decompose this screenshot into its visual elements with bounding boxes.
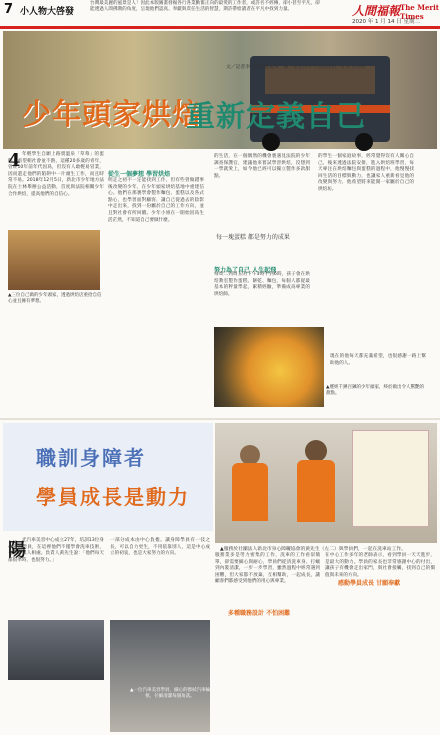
story-divider	[0, 418, 440, 420]
story2-column-1: 光汽車美容中心成立27年，培訓13位身心障礙學員，在這裡他們不僅學會洗車技術，也學會與人相處。負責人黃先生說：「他們每天都很準時，也很努力。」	[8, 538, 104, 563]
story1-byline: 文／記者李昆明專題報導 圖／新北市少年法院提供．記者李昆明	[226, 65, 366, 70]
truck-wheel	[262, 133, 280, 151]
story1-column-2: 明走之初不一定能找到工作，但有些曾做錯事後改變的少年，在少年頭家烘焙基地中重建信心。他們在那裏學會製作麵包、蛋糕以及各式點心，也學習面對顧客，讓自己從過去的陰影中走出來，找到一份屬於自己的工作方向，並且對社會有所回饋。少年小姐在一開始因爲生活茫然，不知道自己要做什麼。	[108, 178, 204, 223]
certificate-board	[352, 430, 429, 527]
story1-headline: 少年頭家烘焙	[22, 97, 203, 131]
story1-dropcap: 4	[8, 150, 21, 171]
story2-dropcap: 陽	[8, 540, 26, 561]
story2-photo-car	[8, 620, 104, 680]
header-divider	[0, 26, 440, 29]
story1-column-3: 的生活，在一個偶然的機會裏遇見法院的少年調查保護官，建議他來嘗試學習烘焙，沒想到一學就愛上，如今他已經可以獨立製作多款甜點。	[214, 154, 310, 179]
truck-wheel	[355, 133, 373, 151]
story1-column-1: 年輕學生自願上路賣溫泉「草莓」的蛋糕，看望朝社會並不熱，這種20多歲的青年，曾經10年前年代因爲，但沒有人敢輕易冒業，因而遊走他們的陷阱中一片頭生工作，而且時常不易。2018年12月5日，新北市少年地方法院在士林舉辦公益活動，首度與法院相關少年合作烘焙，提高他們的自信心。	[8, 152, 104, 197]
story1-column-3b: 每周二到周五的下午3時半到6時，孩子會在烘焙教室製作蛋糕、餅乾、麵包，每個人都從最基本的秤量學起，累積經驗，準備成爲專業的烘焙師。	[214, 272, 310, 297]
story1-subhead-2: 努力為了自己 人生起飛	[214, 267, 277, 274]
page-number: 7	[4, 2, 14, 17]
story2-photo-wheel	[110, 620, 210, 732]
issue-date: 2020 年 1 月 14 日 星期二	[352, 19, 420, 25]
story2-column-2: 一部分成本由中心負擔。讓身障學員有一技之長，可以自力更生，不用依靠別人，這是中心成立的初衷，也是大家努力的方向。	[110, 538, 210, 557]
story2-subhead-1: 多種職務設計 不怕困難	[228, 610, 291, 617]
story2-column-4: 在中心工作多年的老師表示，看到學員一天天進步，是最大的動力。學員的家長也非常感謝中心的付出，讓孩子有機會走出家門，與社會接觸，找到自己的價值與未來的方向。	[325, 553, 435, 578]
person-body	[232, 463, 268, 521]
story1-photo-bakers	[8, 230, 100, 290]
story2-headline: 職訓身障者	[36, 446, 146, 470]
story1-column-4: 的學生一個家庭故事，經常覺得沒有人關心自己，後來透過法院安排，進入烘焙班學習，每天專注在烘焙麵包與蛋糕的過程中，他慢慢找回生活的目標與動力，也讓家人重新看見他的改變與努力，他希望將來能開一家屬於自己的烘焙坊。	[318, 154, 414, 192]
story2-wheel-caption: ▲一位汽車美容學員，細心的擦拭汽車輪框，仔細清潔每個角落。	[130, 688, 210, 699]
story1-photo-caption: ▲三位自己做的少年頭家，透過烘焙店重拾自信心並且擁有夢想。	[8, 293, 102, 304]
section-title: 小人物大啓發	[20, 7, 75, 17]
story2-subheadline: 學員成長是動力	[36, 485, 190, 509]
story2-photo-caption: ▲服務於社團法人新北市身心障礙協會的黃先生（左二）與學員們，一起在洗車站工作。	[220, 547, 406, 552]
newspaper-logo: 人間福報	[352, 4, 401, 18]
person-body	[297, 460, 335, 522]
story2-title-panel	[3, 423, 213, 531]
newspaper-logo-en: The Merit Times	[400, 3, 439, 21]
story1-photo-dessert	[214, 327, 324, 407]
food-truck-window	[265, 66, 375, 94]
story1-dessert-caption: ▲歷經千錘百鍊的少年頭家，終於做出令人驚艷的甜點。	[326, 385, 424, 396]
story1-callout: 每一塊蛋糕 都是努力的成果	[216, 234, 290, 241]
story2-column-3: 服務業多是勞力密集的工作，洗車的工作看似簡單，卻需要細心與耐心，學員們從清洗車身、打蠟到內裝清潔，一步一步學習，雖然過程中經常遇到困難，但大家都不放棄，互相幫助，一起成長，讓顧客們都感受到他們的用心與專業。	[215, 553, 320, 585]
person-head	[305, 440, 327, 462]
story1-subhead-1: 從生一個夢想 學習烘焙	[108, 171, 171, 178]
story1-column-4b: 現在的他每天都充滿希望，也很感謝一路上幫助他的人。	[330, 354, 426, 366]
section-intro: 台灣最美麗的風景是人！因此本版圖畫發掘各行各業勤奮正向的最愛的工作者，或許名不經傳，卻小甚至平凡，卻能透過人間佛教的角度，呈現他們認真、奉獻與責任生活的智慧，期許帶給讀者在平凡中找到力量。	[90, 1, 320, 12]
person-head	[240, 445, 260, 465]
story2-subhead-2: 感動學員成長 甘願奉獻	[338, 580, 401, 587]
story1-subheadline: 重新定義自己	[186, 99, 367, 133]
